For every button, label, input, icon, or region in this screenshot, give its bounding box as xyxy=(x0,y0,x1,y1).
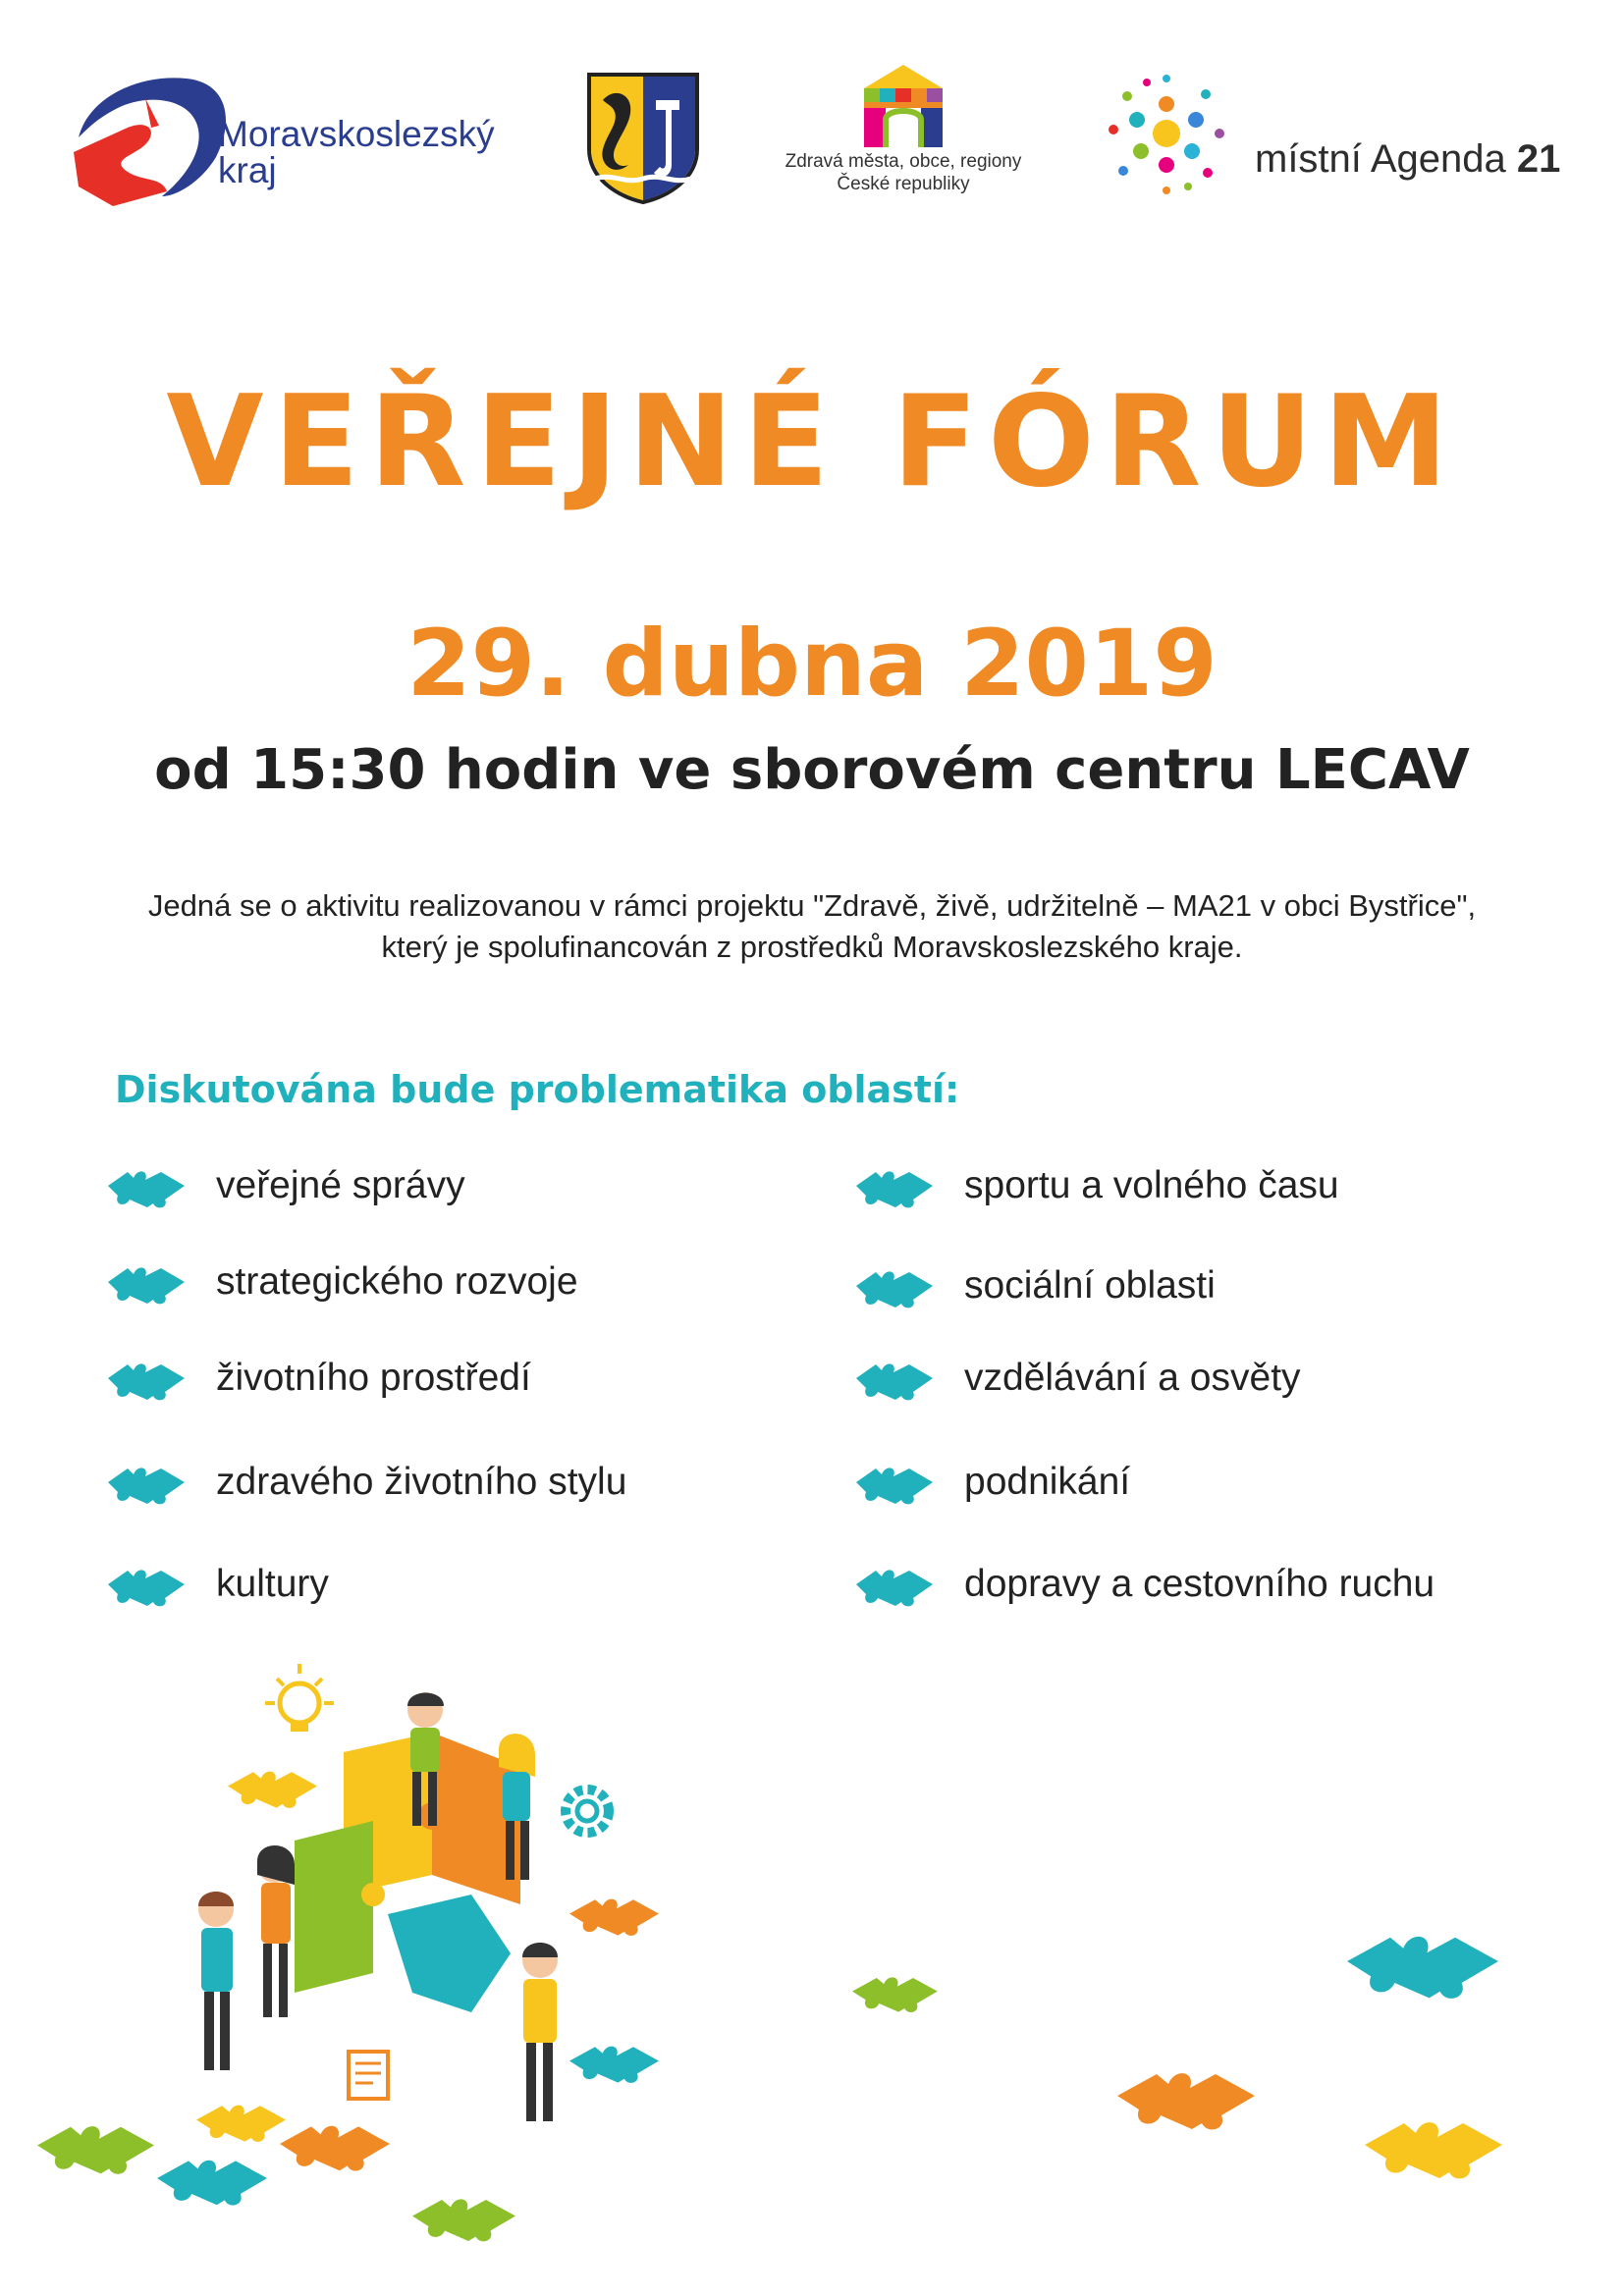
topic-label: životního prostředí xyxy=(216,1357,531,1399)
description-line1: Jedná se o aktivitu realizovanou v rámci projektu "Zdravě, živě, udržitelně – MA21 v obci Bystřice", xyxy=(147,888,1477,923)
project-description xyxy=(98,885,1526,968)
puzzle-icon xyxy=(852,1559,937,1610)
ma21-suffix: 21 xyxy=(1516,137,1561,181)
puzzle-piece-teal xyxy=(569,2047,659,2083)
person-figure xyxy=(522,1943,558,2121)
topic-item xyxy=(852,1453,1130,1512)
topic-label: vzdělávání a osvěty xyxy=(964,1357,1301,1399)
topic-item xyxy=(104,1555,329,1614)
puzzle-piece-yellow xyxy=(228,1772,317,1808)
puzzle-piece-orange xyxy=(569,1899,659,1936)
ma21-dots-logo xyxy=(1098,65,1235,202)
topic-item xyxy=(852,1256,1216,1315)
puzzle-piece-yellow xyxy=(196,2106,286,2142)
puzzle-piece-green xyxy=(852,1977,938,2012)
puzzle-piece-orange xyxy=(1117,2073,1255,2129)
coat-of-arms-icon xyxy=(585,71,701,204)
msk-line2: kraj xyxy=(218,150,277,190)
topic-item xyxy=(104,1349,531,1408)
puzzle-piece-yellow xyxy=(1365,2122,1502,2178)
puzzle-icon xyxy=(104,1457,189,1508)
ma21-logo-text xyxy=(1255,137,1560,182)
topic-item xyxy=(852,1349,1301,1408)
central-puzzle xyxy=(295,1733,520,2012)
msk-line1: Moravskoslezský xyxy=(218,114,495,154)
topic-item xyxy=(104,1253,578,1311)
puzzle-piece-teal xyxy=(1347,1937,1498,1999)
puzzle-icon xyxy=(852,1260,937,1311)
lightbulb-icon xyxy=(265,1664,334,1732)
description-line2: který je spolufinancován z prostředků Moravskoslezského kraje. xyxy=(381,930,1243,964)
puzzle-icon xyxy=(104,1353,189,1404)
puzzle-icon xyxy=(852,1353,937,1404)
person-figure xyxy=(198,1892,234,2070)
topic-label: veřejné správy xyxy=(216,1164,465,1206)
gear-icon xyxy=(566,1789,609,1833)
topic-label: zdravého životního stylu xyxy=(216,1461,627,1503)
topic-label: dopravy a cestovního ruchu xyxy=(964,1563,1435,1605)
document-icon xyxy=(349,2052,388,2099)
healthy-line2: České republiky xyxy=(837,174,970,194)
event-date: 29. dubna 2019 xyxy=(406,611,1218,718)
topic-label: sociální oblasti xyxy=(964,1264,1216,1307)
page-title: VEŘEJNÉ FÓRUM xyxy=(166,369,1458,515)
puzzle-piece-green xyxy=(412,2199,515,2241)
puzzle-piece-green xyxy=(37,2126,154,2174)
topic-label: sportu a volného času xyxy=(964,1164,1339,1206)
healthy-cities-text xyxy=(781,150,1026,195)
puzzle-icon xyxy=(852,1160,937,1211)
topic-label: strategického rozvoje xyxy=(216,1260,578,1303)
topic-label: kultury xyxy=(216,1563,329,1605)
healthy-line1: Zdravá města, obce, regiony xyxy=(785,151,1022,172)
topic-label: podnikání xyxy=(964,1461,1131,1503)
teamwork-puzzle-illustration xyxy=(0,1659,1624,2296)
puzzle-icon xyxy=(104,1256,189,1308)
topic-item xyxy=(852,1555,1435,1614)
person-figure xyxy=(257,1845,295,2017)
puzzle-icon xyxy=(104,1559,189,1610)
puzzle-piece-orange xyxy=(280,2126,390,2171)
puzzle-piece-teal xyxy=(157,2161,267,2206)
puzzle-icon xyxy=(852,1457,937,1508)
topic-item xyxy=(852,1156,1339,1215)
msk-logo-text xyxy=(218,116,495,188)
topic-item xyxy=(104,1453,626,1512)
topics-heading: Diskutována bude problematika oblastí: xyxy=(115,1068,960,1111)
topic-item xyxy=(104,1156,465,1215)
puzzle-icon xyxy=(104,1160,189,1211)
ma21-prefix: místní Agenda xyxy=(1255,137,1517,181)
event-time-place: od 15:30 hodin ve sborovém centru LECAV xyxy=(154,738,1470,802)
